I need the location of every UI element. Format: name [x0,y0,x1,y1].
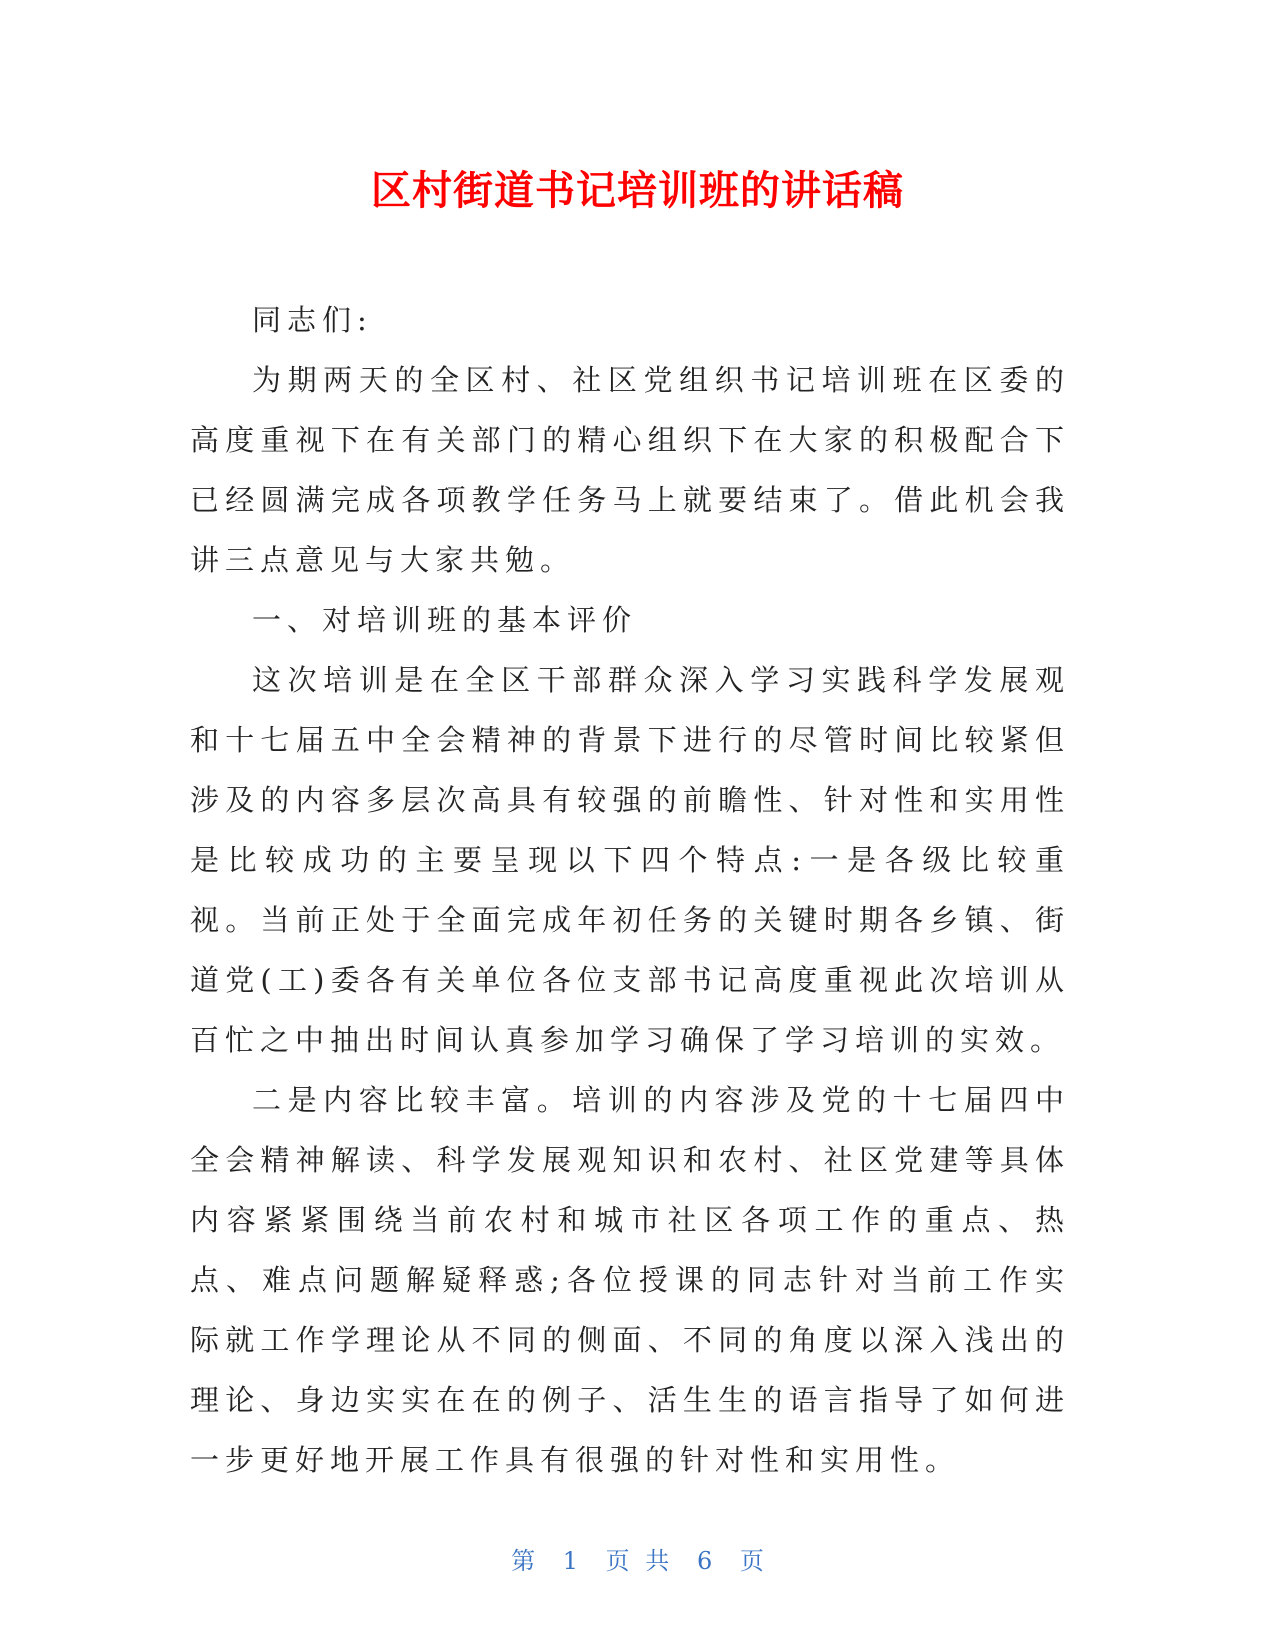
document-title: 区村街道书记培训班的讲话稿 [371,168,904,214]
body-paragraph: 这次培训是在全区干部群众深入学习实践科学发展观和十七届五中全会精神的背景下进行的尽管时间比较紧但涉及的内容多层次高具有较强的前瞻性、针对性和实用性是比较成功的主要呈现以下四个特点:一是各级比较重视。当前正处于全面完成年初任务的关键时期各乡镇、街道党(工)委各有关单位各位支部书记高度重视此次培训从百忙之中抽出时间认真参加学习确保了学习培训的实效。 [190,663,1070,1057]
salutation-paragraph: 同志们: [252,303,373,337]
page-label-mid: 页 共 [605,1547,670,1575]
current-page-number: 1 [562,1547,579,1575]
document-body [190,290,1070,1490]
body-paragraph: 二是内容比较丰富。培训的内容涉及党的十七届四中全会精神解读、科学发展观知识和农村、社区党建等具体内容紧紧围绕当前农村和城市社区各项工作的重点、热点、难点问题解疑释惑;各位授课的同志针对当前工作实际就工作学理论从不同的侧面、不同的角度以深入浅出的理论、身边实实在在的例子、活生生的语言指导了如何进一步更好地开展工作具有很强的针对性和实用性。 [190,1083,1070,1477]
page-label-prefix: 第 [511,1547,536,1575]
page-label-suffix: 页 [739,1547,764,1575]
page-number-footer [0,1545,1275,1577]
intro-paragraph: 为期两天的全区村、社区党组织书记培训班在区委的高度重视下在有关部门的精心组织下在大家的积极配合下已经圆满完成各项教学任务马上就要结束了。借此机会我讲三点意见与大家共勉。 [190,363,1070,577]
section-heading: 一、对培训班的基本评价 [252,603,638,637]
total-pages-number: 6 [696,1547,713,1575]
